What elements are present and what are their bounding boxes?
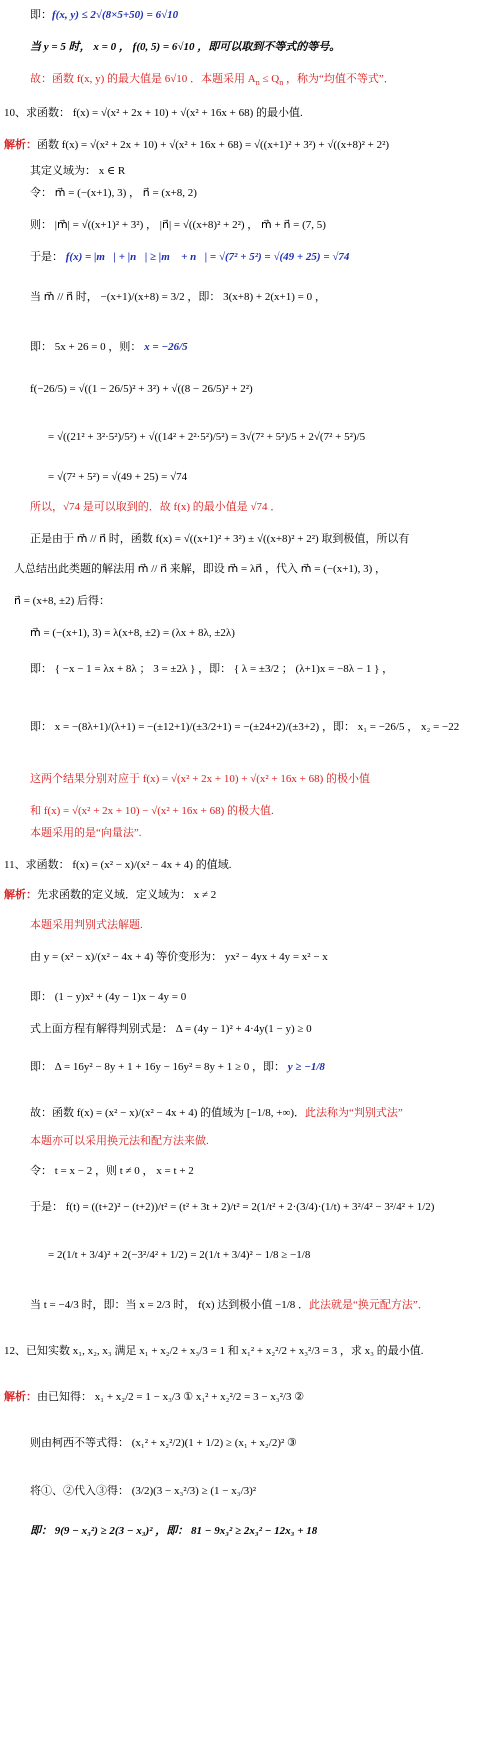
text-line-l38 <box>0 1344 480 1358</box>
text-span: 将①、②代入③得： (3/2)(3 − x₃²/3) ≥ (1 − x₃/3)² <box>30 1485 257 1497</box>
text-span: 当 y = 5 时， x = 0 ， f(0, 5) = 6√10 ，即可以取到不等式的等号。 <box>30 41 341 53</box>
text-line-l21 <box>0 720 480 734</box>
text-span: y ≥ −1/8 <box>285 1061 325 1073</box>
text-line-l34 <box>0 1164 480 1178</box>
text-line-l41 <box>0 1484 480 1498</box>
text-span: 解析： <box>4 1391 37 1403</box>
text-line-l33 <box>0 1134 480 1148</box>
text-span: n <box>255 78 260 88</box>
text-span: f(−26/5) = √((1 − 26/5)² + 3²) + √((8 − 26/5)² + 2²) <box>30 383 253 395</box>
text-span: 10、求函数： f(x) = √(x² + 2x + 10) + √(x² + 16x + 68) 的最小值. <box>4 107 303 119</box>
text-line-l24 <box>0 826 480 840</box>
text-span: 即： (1 − y)x² + (4y − 1)x − 4y = 0 <box>30 991 187 1003</box>
text-span: 本题采用的是“向量法”. <box>30 827 142 839</box>
text-line-l12 <box>0 382 480 396</box>
text-span: ≤ Q <box>259 73 280 85</box>
text-line-l10 <box>0 290 480 304</box>
text-line-l32 <box>0 1106 480 1120</box>
text-span: = √((21² + 3²·5²)/5²) + √((14² + 2²·5²)/5²) = 3√(7² + 5²)/5 + 2√(7² + 5²)/5 <box>48 431 366 443</box>
text-line-l4 <box>0 106 480 120</box>
text-line-l13 <box>0 430 480 444</box>
text-span: 故：函数 f(x, y) 的最大值是 6√10 ．本题采用 A <box>30 73 256 85</box>
text-line-l37 <box>0 1298 480 1312</box>
text-span: x = −26/5 <box>141 341 188 353</box>
text-line-l15 <box>0 500 480 514</box>
text-span: f(x, y) ≤ 2√(8×5+50) = 6√10 <box>52 9 179 21</box>
text-line-l3 <box>0 72 480 90</box>
text-span: 和 f(x) = √(x² + 2x + 10) − √(x² + 16x + 68) 的极大值. <box>30 805 274 817</box>
text-line-l35 <box>0 1200 480 1214</box>
text-span: 即： 9(9 − x₃²) ≥ 2(3 − x₃)² ，即： 81 − 9x₃² ≥ 2x₃² − 12x₃ + 18 <box>30 1525 318 1537</box>
text-span: 人总结出此类题的解法用 m⃗ // n⃗ 来解，即设 m⃗ = λn⃗ ，代入 m⃗ = (−(x+1), 3) ， <box>14 563 387 575</box>
text-line-l20 <box>0 662 480 676</box>
text-span: 即： 5x + 26 = 0 ，则： <box>30 341 142 353</box>
text-line-l27 <box>0 918 480 932</box>
text-line-l1 <box>0 8 480 22</box>
text-line-l5 <box>0 138 480 152</box>
text-line-l29 <box>0 990 480 1004</box>
text-line-l40 <box>0 1436 480 1450</box>
text-line-l8 <box>0 218 480 232</box>
text-span: 解析： <box>4 139 37 151</box>
text-span: n⃗ = (x+8, ±2) 后得： <box>14 595 110 607</box>
text-span: 本题采用判别式法解题. <box>30 919 143 931</box>
text-span: 其定义域为： x ∈ R <box>30 165 126 177</box>
text-line-l22 <box>0 772 480 786</box>
text-span: = 2(1/t + 3/4)² + 2(−3²/4² + 1/2) = 2(1/t + 3/4)² − 1/8 ≥ −1/8 <box>48 1249 311 1261</box>
text-span: = √(7² + 5²) = √(49 + 25) = √74 <box>48 471 188 483</box>
text-span: 即： x = −(8λ+1)/(λ+1) = −(±12+1)/(±3/2+1) = −(±24+2)/(±3+2) ，即： x₁ = −26/5 ， x₂ = −22 <box>30 721 460 733</box>
text-span: 式上面方程有解得判别式是： Δ = (4y − 1)² + 4·4y(1 − y) ≥ 0 <box>30 1023 312 1035</box>
text-span: 本题亦可以采用换元法和配方法来做. <box>30 1135 209 1147</box>
text-span: f(x) = |m⃗| + |n⃗| ≥ |m⃗ + n⃗| = √(7² + 5²) = √(49 + 25) = √74 <box>63 251 350 263</box>
text-line-l26 <box>0 888 480 902</box>
text-line-l6 <box>0 164 480 178</box>
text-span: 此法就是“换元配方法”． <box>309 1299 429 1311</box>
text-span: 于是： f(t) = ((t+2)² − (t+2))/t² = (t² + 3t + 2)/t² = 2(1/t² + 2·(3/4)·(1/t) + 3²/4² − 3²/4² + 1/2) <box>30 1201 435 1213</box>
text-line-l2 <box>0 40 480 54</box>
text-span: 正是由于 m⃗ // n⃗ 时，函数 f(x) = √((x+1)² + 3²) ± √((x+8)² + 2²) 取到极值，所以有 <box>30 533 410 545</box>
text-line-l17 <box>0 562 480 576</box>
text-line-l7 <box>0 186 480 200</box>
text-line-l39 <box>0 1390 480 1404</box>
text-span: 令： t = x − 2 ，则 t ≠ 0 ， x = t + 2 <box>30 1165 194 1177</box>
text-span: 12、已知实数 x₁, x₂, x₃ 满足 x₁ + x₂/2 + x₃/3 = 1 和 x₁² + x₂²/2 + x₃²/3 = 3 ，求 x₃ 的最小值. <box>4 1345 424 1357</box>
text-span: 于是： <box>30 251 63 263</box>
text-line-l30 <box>0 1022 480 1036</box>
text-line-l36 <box>0 1248 480 1262</box>
text-line-l28 <box>0 950 480 964</box>
text-span: 所以，√74 是可以取到的．故 f(x) 的最小值是 √74 ． <box>30 501 282 513</box>
text-line-l42 <box>0 1524 480 1538</box>
text-line-l11 <box>0 340 480 354</box>
text-span: 解析： <box>4 889 37 901</box>
text-span: 故：函数 f(x) = (x² − x)/(x² − 4x + 4) 的值域为 [−1/8, +∞)． <box>30 1107 305 1119</box>
text-span: m⃗ = (−(x+1), 3) = λ(x+8, ±2) = (λx + 8λ, ±2λ) <box>30 627 235 639</box>
text-span: 即： { −x − 1 = λx + 8λ ； 3 = ±2λ } ，即： { λ = ±3/2 ； (λ+1)x = −8λ − 1 } ， <box>30 663 394 675</box>
text-span: 先求函数的定义域．定义域为： x ≠ 2 <box>37 889 217 901</box>
text-line-l16 <box>0 532 480 546</box>
text-line-l14 <box>0 470 480 484</box>
text-span: ，称为“均值不等式”． <box>283 73 395 85</box>
text-line-l9 <box>0 250 480 264</box>
text-span: n <box>279 78 284 88</box>
text-span: 即： <box>30 9 52 21</box>
text-span: 即： Δ = 16y² − 8y + 1 + 16y − 16y² = 8y + 1 ≥ 0 ，即： <box>30 1061 286 1073</box>
text-span: 当 t = −4/3 时，即：当 x = 2/3 时， f(x) 达到极小值 −1/8 ． <box>30 1299 310 1311</box>
text-line-l31 <box>0 1060 480 1074</box>
text-span: 函数 f(x) = √(x² + 2x + 10) + √(x² + 16x + 68) = √((x+1)² + 3²) + √((x+8)² + 2²) <box>37 139 390 151</box>
text-span: 则： |m⃗| = √((x+1)² + 3²) ， |n⃗| = √((x+8)² + 2²) ， m⃗ + n⃗ = (7, 5) <box>30 219 326 231</box>
text-span: 11、求函数： f(x) = (x² − x)/(x² − 4x + 4) 的值域. <box>4 859 232 871</box>
text-line-l23 <box>0 804 480 818</box>
text-span: 由 y = (x² − x)/(x² − 4x + 4) 等价变形为： yx² − 4yx + 4y = x² − x <box>30 951 328 963</box>
text-span: 由已知得： x₁ + x₂/2 = 1 − x₃/3 ① x₁² + x₂²/2 = 3 − x₃²/3 ② <box>37 1391 305 1403</box>
text-line-l18 <box>0 594 480 608</box>
text-line-l25 <box>0 858 480 872</box>
text-span: 令： m⃗ = (−(x+1), 3) ， n⃗ = (x+8, 2) <box>30 187 197 199</box>
text-span: 当 m⃗ // n⃗ 时， −(x+1)/(x+8) = 3/2 ，即： 3(x+8) + 2(x+1) = 0 ， <box>30 291 326 303</box>
text-line-l19 <box>0 626 480 640</box>
text-span: 则由柯西不等式得： (x₁² + x₂²/2)(1 + 1/2) ≥ (x₁ + x₂/2)² ③ <box>30 1437 297 1449</box>
text-span: 这两个结果分别对应于 f(x) = √(x² + 2x + 10) + √(x² + 16x + 68) 的极小值 <box>30 773 371 785</box>
text-span: 此法称为“判别式法” <box>305 1107 403 1119</box>
